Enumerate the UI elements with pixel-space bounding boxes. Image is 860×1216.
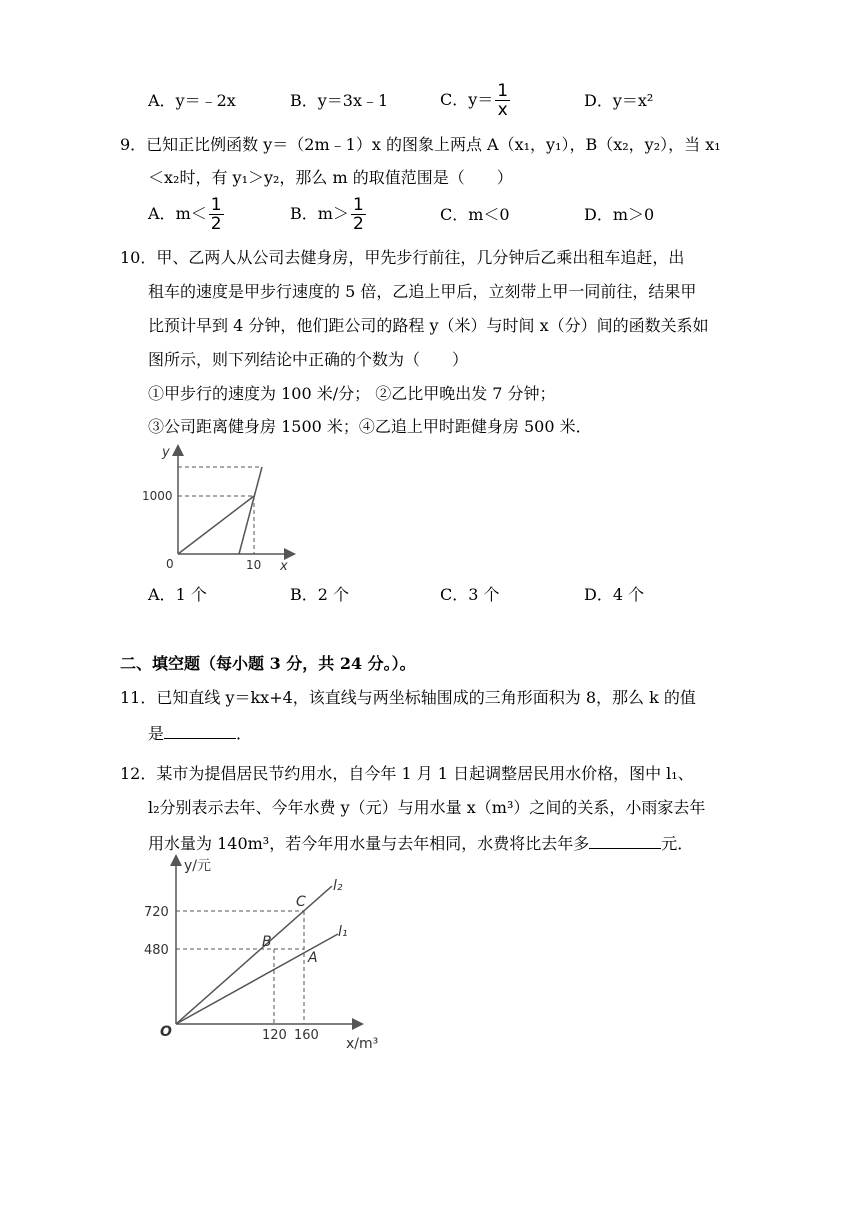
q10-option-a: A．1 个 xyxy=(148,585,207,604)
x-tick-160: 160 xyxy=(294,1028,319,1043)
q10-line-4: 图所示，则下列结论中正确的个数为（ ） xyxy=(148,350,469,369)
q10-statement-3-4: ③公司距离健身房 1500 米；④乙追上甲时距健身房 500 米． xyxy=(148,417,592,436)
section-heading: 二、填空题（每小题 3 分，共 24 分。）。 xyxy=(120,654,416,673)
point-b-label: B xyxy=(262,934,272,950)
q10-option-d: D．4 个 xyxy=(584,585,645,604)
fraction: $\frac{1}{2}$ xyxy=(352,195,364,234)
q9-option-a: A．m＜ $\frac{1}{2}$ xyxy=(148,195,222,234)
point-a-label: A xyxy=(308,950,318,966)
q12-line-3: 用水量为 140m³，若今年用水量与去年相同，水费将比去年多 元． xyxy=(148,830,693,856)
y-tick-1000: 1000 xyxy=(142,489,173,503)
q10-line-1: 10．甲、乙两人从公司去健身房，甲先步行前往，几分钟后乙乘出租车追赶，出 xyxy=(120,248,685,267)
q12-answer-blank[interactable] xyxy=(589,830,661,849)
q8-option-d: D．y＝x² xyxy=(584,91,654,110)
q11-line-1: 11．已知直线 y＝kx+4，该直线与两坐标轴围成的三角形面积为 8，那么 k 的值 xyxy=(120,688,696,707)
q9-line-2: ＜x₂时，有 y₁＞y₂，那么 m 的取值范围是（ ） xyxy=(148,168,513,187)
q9-option-d: D．m＞0 xyxy=(584,205,655,224)
origin-label: O xyxy=(160,1024,172,1040)
q10-line-2: 租车的速度是甲步行速度的 5 倍，乙追上甲后，立刻带上甲一同前往，结果甲 xyxy=(148,282,697,301)
q8-option-a: A．y＝﹣2x xyxy=(148,91,236,110)
q12-line-2: l₂分别表示去年、今年水费 y（元）与用水量 x（m³）之间的关系，小雨家去年 xyxy=(148,798,706,817)
q9-option-b: B．m＞ $\frac{1}{2}$ xyxy=(290,195,364,234)
y-axis-label: y/元 xyxy=(184,858,212,874)
fraction: $\frac{1}{x}$ xyxy=(497,81,509,120)
line-l1 xyxy=(176,934,338,1024)
q9-line-1: 9．已知正比例函数 y＝（2m﹣1）x 的图象上两点 A（x₁，y₁），B（x₂，y₂），当 x₁ xyxy=(120,135,721,154)
point-c-label: C xyxy=(296,894,306,910)
line-l2-label: l₂ xyxy=(333,878,343,894)
q11-answer-blank[interactable] xyxy=(164,720,236,739)
q9-option-c: C．m＜0 xyxy=(440,205,510,224)
origin-label: 0 xyxy=(166,557,174,571)
x-axis-label: x/m³ xyxy=(346,1036,379,1052)
q8-option-b: B．y＝3x﹣1 xyxy=(290,91,389,110)
x-tick-120: 120 xyxy=(262,1028,287,1043)
yi-taxi-line xyxy=(239,467,262,554)
line-l1-label: l₁ xyxy=(338,924,348,940)
q8-option-c: C．y＝ $\frac{1}{x}$ xyxy=(440,81,509,120)
fraction: $\frac{1}{2}$ xyxy=(210,195,222,234)
q10-option-b: B．2 个 xyxy=(290,585,350,604)
y-tick-720: 720 xyxy=(144,905,169,920)
q10-statement-1-2: ①甲步行的速度为 100 米/分； ②乙比甲晚出发 7 分钟； xyxy=(148,384,556,403)
x-tick-10: 10 xyxy=(246,558,262,572)
q10-line-3: 比预计早到 4 分钟，他们距公司的路程 y（米）与时间 x（分）间的函数关系如 xyxy=(148,316,709,335)
q10-graph xyxy=(140,440,310,580)
jia-walk-line xyxy=(178,496,254,554)
y-tick-480: 480 xyxy=(144,943,169,958)
q12-graph xyxy=(140,850,400,1055)
y-axis-label: y xyxy=(162,445,170,460)
q11-line-2: 是 ． xyxy=(148,720,252,746)
q12-line-1: 12．某市为提倡居民节约用水，自今年 1 月 1 日起调整居民用水价格，图中 l₁、 xyxy=(120,764,694,783)
x-axis-label: x xyxy=(280,559,288,574)
q10-option-c: C．3 个 xyxy=(440,585,500,604)
